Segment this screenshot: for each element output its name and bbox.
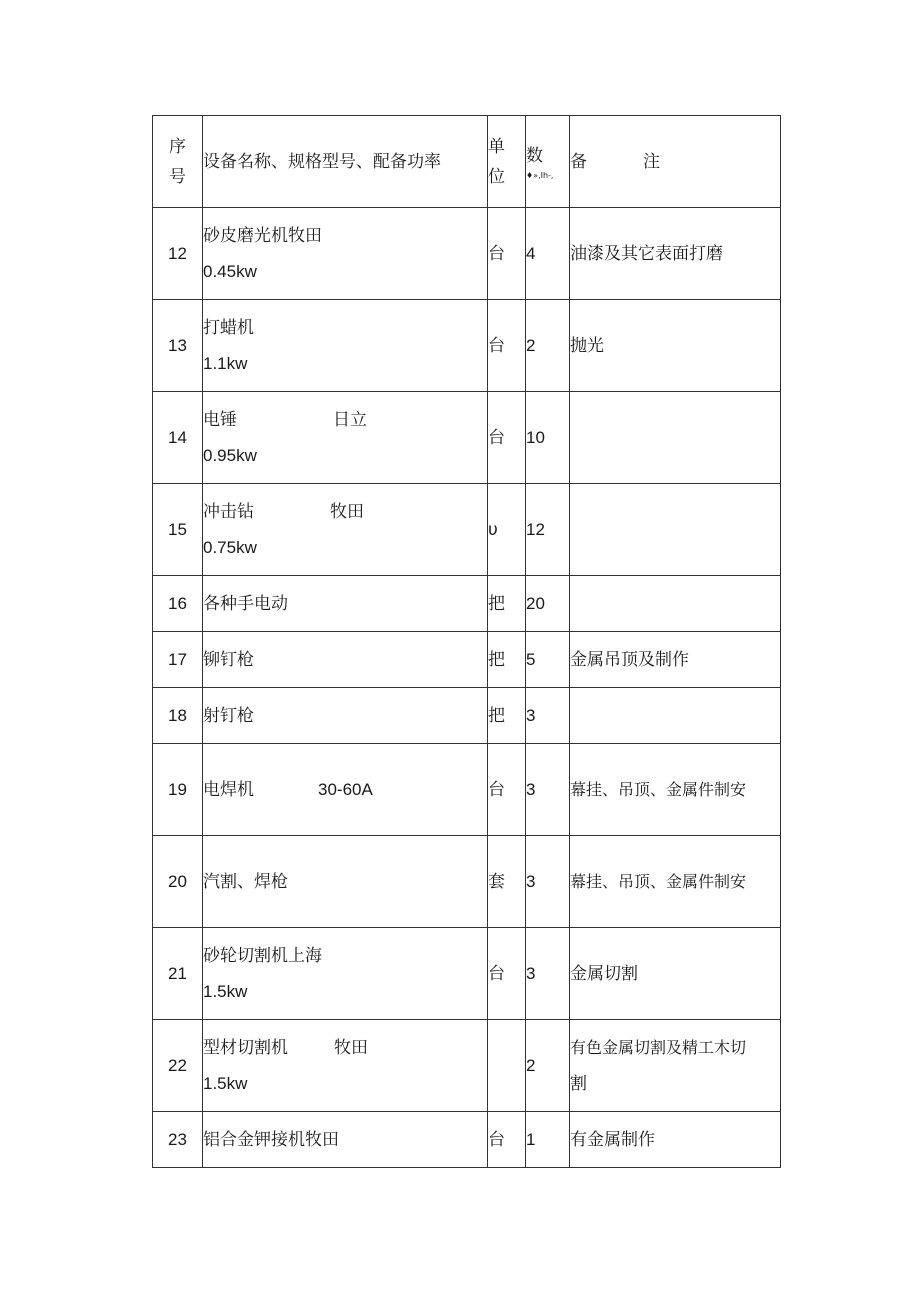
- header-qty: [526, 116, 570, 208]
- row-name-line1: 各种手电动: [203, 593, 288, 614]
- row-seq: 19: [153, 744, 203, 836]
- table-row: [153, 576, 781, 632]
- row-qty: 3: [526, 744, 570, 836]
- header-note: [570, 116, 781, 208]
- header-unit-line2: 位: [488, 166, 505, 187]
- row-name: [203, 1020, 488, 1112]
- row-name-line1: 型材切割机: [203, 1037, 288, 1058]
- row-note-line2: 割: [570, 1073, 587, 1094]
- row-name: [203, 836, 488, 928]
- table-row: [153, 1020, 781, 1112]
- row-qty: 3: [526, 928, 570, 1020]
- equipment-table: [152, 115, 781, 1168]
- row-seq: 17: [153, 632, 203, 688]
- row-name: [203, 392, 488, 484]
- row-name-line2: 0.75kw: [203, 537, 257, 557]
- row-seq: 22: [153, 1020, 203, 1112]
- row-name-line1: 电锤: [203, 409, 237, 430]
- row-seq: 23: [153, 1112, 203, 1168]
- row-qty: 3: [526, 688, 570, 744]
- row-qty: 2: [526, 1020, 570, 1112]
- row-name: [203, 576, 488, 632]
- row-seq: 15: [153, 484, 203, 576]
- row-unit: 把: [488, 576, 526, 632]
- row-qty: 12: [526, 484, 570, 576]
- row-name-brand: 牧田: [330, 501, 364, 522]
- row-unit: υ: [488, 484, 526, 576]
- row-unit: 台: [488, 744, 526, 836]
- row-name-line1: 打蜡机: [203, 317, 254, 338]
- row-note: 抛光: [570, 300, 781, 392]
- row-name-line1: 汽割、焊枪: [203, 871, 288, 892]
- row-unit: 台: [488, 928, 526, 1020]
- row-unit: 台: [488, 392, 526, 484]
- header-name: [203, 116, 488, 208]
- row-note: 金属吊顶及制作: [570, 632, 781, 688]
- row-unit: 把: [488, 632, 526, 688]
- row-name-line1: 铝合金钾接机牧田: [203, 1129, 339, 1150]
- header-unit: [488, 116, 526, 208]
- row-seq: 13: [153, 300, 203, 392]
- header-note-a: 备: [570, 151, 587, 172]
- row-qty: 1: [526, 1112, 570, 1168]
- row-qty: 5: [526, 632, 570, 688]
- row-note: 油漆及其它表面打磨: [570, 208, 781, 300]
- header-qty-small: ♦»,Ih-,: [526, 170, 554, 180]
- row-qty: 20: [526, 576, 570, 632]
- table-row: [153, 688, 781, 744]
- row-qty: 4: [526, 208, 570, 300]
- row-name-line1: 冲击钻: [203, 501, 254, 522]
- row-name: [203, 208, 488, 300]
- row-qty: 3: [526, 836, 570, 928]
- header-unit-line1: 单: [488, 136, 505, 157]
- row-name-line2: 1.5kw: [203, 981, 248, 1001]
- table-row: [153, 484, 781, 576]
- row-seq: 20: [153, 836, 203, 928]
- table-row: [153, 744, 781, 836]
- row-name-brand: 日立: [333, 409, 367, 430]
- row-note: 金属切割: [570, 928, 781, 1020]
- row-name: [203, 484, 488, 576]
- row-unit: 把: [488, 688, 526, 744]
- table-row: [153, 928, 781, 1020]
- header-row: [153, 116, 781, 208]
- row-note-line1: 有色金属切割及精工木切: [570, 1037, 747, 1057]
- row-note: [570, 484, 781, 576]
- row-qty: 2: [526, 300, 570, 392]
- table-row: [153, 632, 781, 688]
- row-name: [203, 928, 488, 1020]
- table-row: [153, 300, 781, 392]
- row-note: [570, 1020, 781, 1112]
- row-name-line2: 1.5kw: [203, 1073, 248, 1093]
- row-note: 有金属制作: [570, 1112, 781, 1168]
- header-name-text: 设备名称、规格型号、配备功率: [203, 151, 441, 172]
- row-note: 幕挂、吊顶、金属件制安: [570, 836, 781, 928]
- row-qty: 10: [526, 392, 570, 484]
- row-note: [570, 392, 781, 484]
- header-seq-line1: 序: [169, 136, 186, 157]
- row-seq: 12: [153, 208, 203, 300]
- row-name-line1: 铆钉枪: [203, 649, 254, 670]
- row-name: [203, 300, 488, 392]
- row-unit: 套: [488, 836, 526, 928]
- row-seq: 14: [153, 392, 203, 484]
- row-name-line2: 0.45kw: [203, 261, 257, 281]
- row-name-line1: 砂轮切割机上海: [203, 945, 322, 966]
- row-name: [203, 1112, 488, 1168]
- row-seq: 18: [153, 688, 203, 744]
- row-seq: 16: [153, 576, 203, 632]
- header-seq: [153, 116, 203, 208]
- row-name: [203, 688, 488, 744]
- row-seq: 21: [153, 928, 203, 1020]
- row-name-brand: 牧田: [334, 1037, 368, 1058]
- table-row: [153, 836, 781, 928]
- row-unit: 台: [488, 300, 526, 392]
- row-unit: 台: [488, 208, 526, 300]
- row-note: 幕挂、吊顶、金属件制安: [570, 744, 781, 836]
- row-name-line1: 砂皮磨光机牧田: [203, 225, 322, 246]
- row-name-line2: 1.1kw: [203, 353, 248, 373]
- row-name: [203, 632, 488, 688]
- row-name-line1: 电焊机: [203, 779, 254, 800]
- row-name-line1: 射钉枪: [203, 705, 254, 726]
- row-unit: [488, 1020, 526, 1112]
- row-name: [203, 744, 488, 836]
- row-note: [570, 576, 781, 632]
- table-row: [153, 392, 781, 484]
- header-qty-text: 数: [526, 145, 543, 166]
- row-unit: 台: [488, 1112, 526, 1168]
- table-row: [153, 1112, 781, 1168]
- row-name-spec: 30-60A: [318, 779, 373, 799]
- table-row: [153, 208, 781, 300]
- header-note-b: 注: [643, 151, 660, 172]
- row-name-line2: 0.95kw: [203, 445, 257, 465]
- header-seq-line2: 号: [169, 166, 186, 187]
- row-note: [570, 688, 781, 744]
